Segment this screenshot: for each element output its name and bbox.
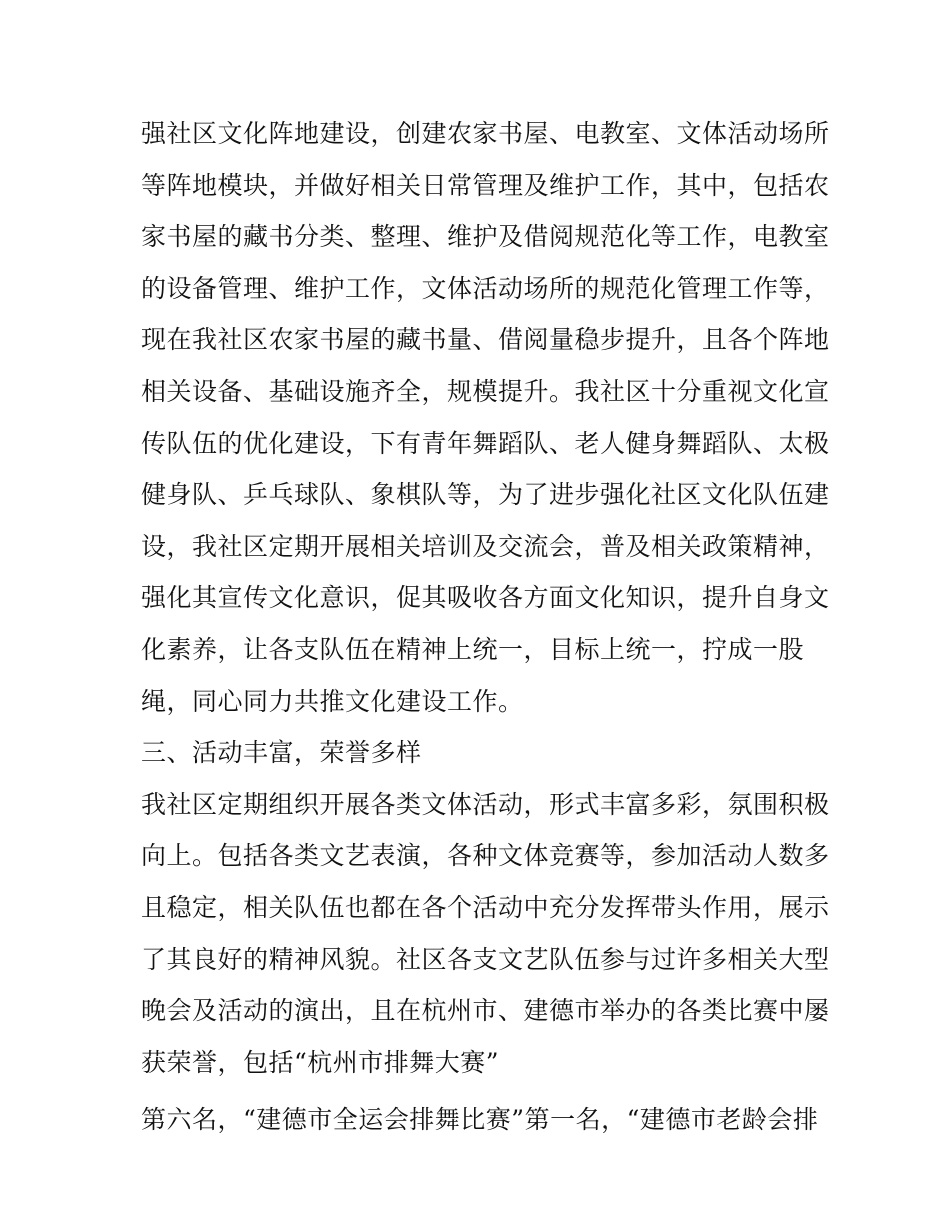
paragraph-line: 现在我社区农家书屋的藏书量、借阅量稳步提升，且各个阵地 [141, 325, 830, 355]
paragraph-line: 设，我社区定期开展相关培训及交流会，普及相关政策精神， [141, 531, 830, 561]
paragraph-line: 了其良好的精神风貌。社区各支文艺队伍参与过许多相关大型 [141, 944, 830, 974]
paragraph-line: 且稳定，相关队伍也都在各个活动中充分发挥带头作用，展示 [141, 892, 830, 922]
paragraph-line: 健身队、乒乓球队、象棋队等，为了进步强化社区文化队伍建 [141, 480, 830, 510]
section-heading: 三、活动丰富，荣誉多样 [141, 738, 422, 768]
paragraph-line: 绳，同心同力共推文化建设工作。 [141, 686, 524, 716]
paragraph-line: 等阵地模块，并做好相关日常管理及维护工作，其中，包括农 [141, 170, 830, 200]
paragraph-line: 强社区文化阵地建设，创建农家书屋、电教室、文体活动场所 [141, 119, 830, 148]
paragraph-line: 我社区定期组织开展各类文体活动，形式丰富多彩，氛围积极 [141, 789, 830, 819]
paragraph-line: 向上。包括各类文艺表演，各种文体竞赛等，参加活动人数多 [141, 841, 830, 871]
paragraph-line: 传队伍的优化建设，下有青年舞蹈队、老人健身舞蹈队、太极 [141, 428, 830, 458]
document-body [141, 108, 830, 1146]
paragraph-line: 相关设备、基础设施齐全，规模提升。我社区十分重视文化宣 [141, 376, 830, 406]
paragraph-line: 家书屋的藏书分类、整理、维护及借阅规范化等工作，电教室 [141, 222, 830, 252]
paragraph-line: 第六名，“建德市全运会排舞比赛”第一名，“建德市老龄会排 [141, 1105, 819, 1135]
paragraph-line: 化素养，让各支队伍在精神上统一，目标上统一，拧成一股 [141, 634, 805, 664]
paragraph-line: 的设备管理、维护工作，文体活动场所的规范化管理工作等， [141, 273, 830, 303]
paragraph-line: 强化其宣传文化意识，促其吸收各方面文化知识，提升自身文 [141, 583, 830, 613]
paragraph-line: 获荣誉，包括“杭州市排舞大赛” [141, 1047, 500, 1077]
paragraph-line: 晚会及活动的演出，且在杭州市、建德市举办的各类比赛中屡 [141, 996, 830, 1026]
